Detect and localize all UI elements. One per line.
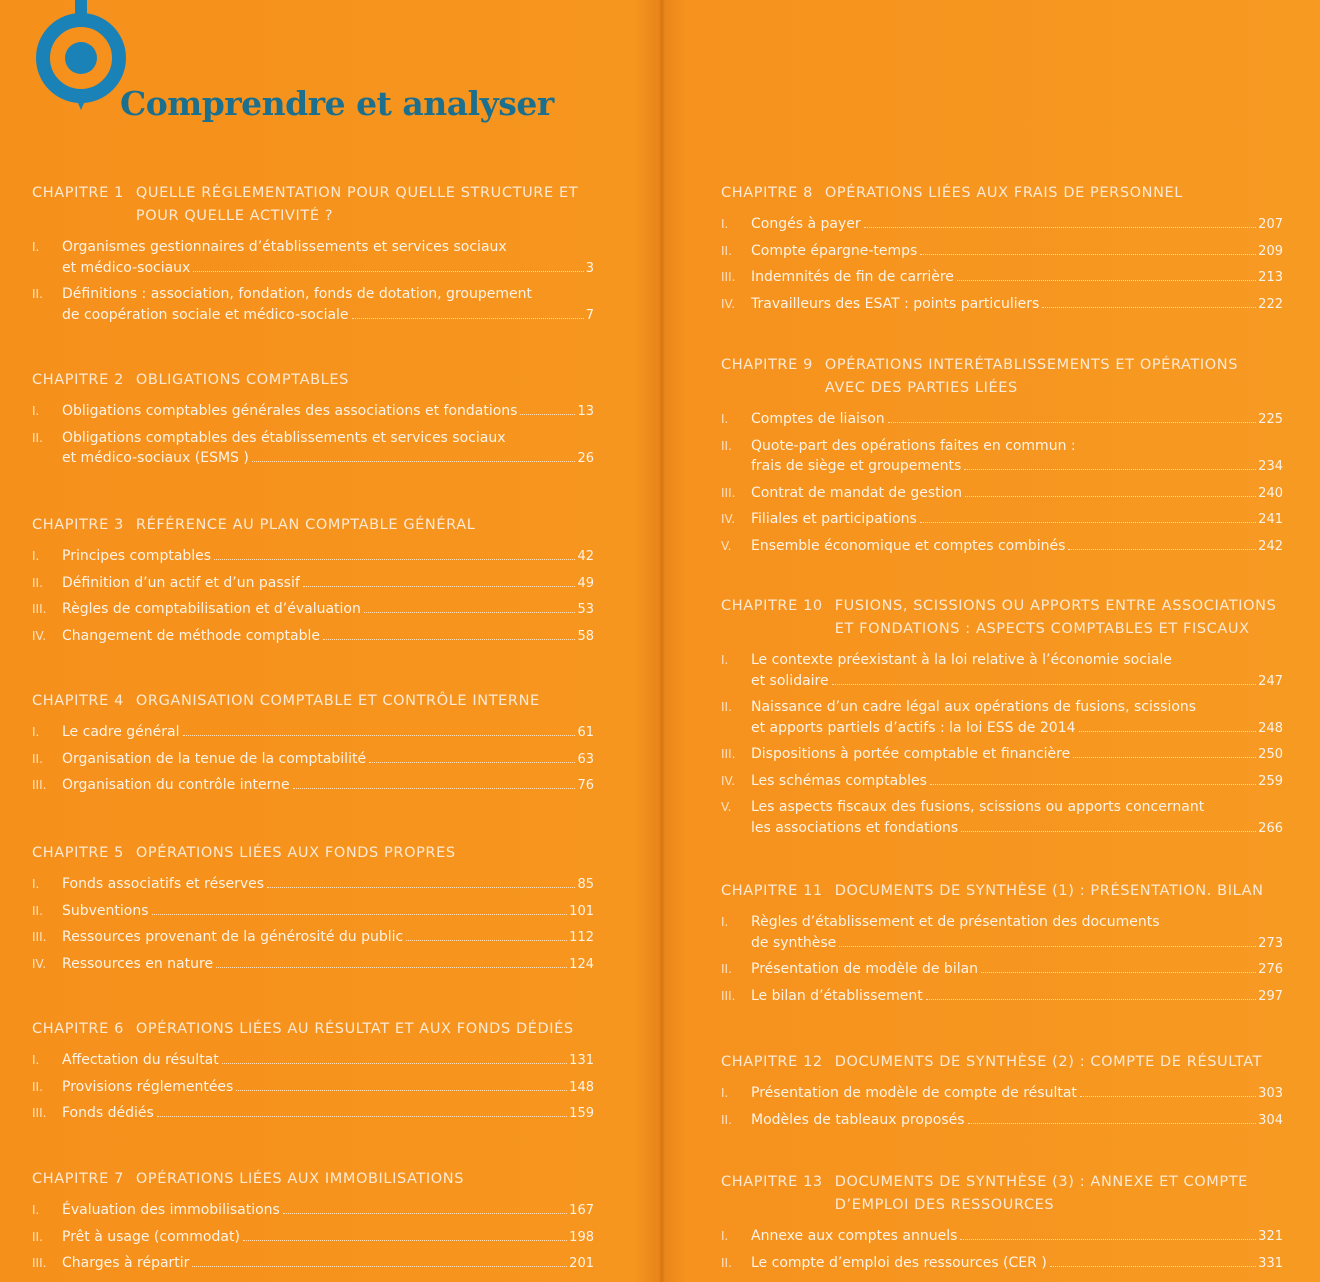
dot-leader (236, 1090, 567, 1091)
chapter-heading (721, 880, 1283, 903)
page-number: 131 (569, 1053, 594, 1068)
toc-entry[interactable] (721, 267, 1283, 289)
chapter-block (32, 842, 594, 980)
dot-leader (152, 914, 568, 915)
roman-numeral: III. (721, 747, 736, 761)
toc-entry[interactable] (721, 697, 1283, 739)
roman-numeral: I. (32, 1203, 40, 1217)
dot-leader (1080, 1096, 1256, 1097)
page-number: 58 (577, 628, 594, 644)
entry-text: Les schémas comptables (751, 772, 927, 789)
toc-entry[interactable] (721, 986, 1283, 1008)
dot-leader (1068, 549, 1256, 550)
section-list (32, 722, 594, 797)
entry-text: Indemnités de fin de carrière (751, 269, 954, 285)
chapter-heading (721, 182, 1283, 205)
chapter-title: DOCUMENTS DE SYNTHÈSE (1) : PRÉSENTATION. BILAN (834, 883, 1264, 899)
chapter-title: OBLIGATIONS COMPTABLES (135, 372, 349, 388)
page-number: 26 (577, 451, 594, 466)
toc-entry[interactable] (721, 509, 1283, 531)
dot-leader (193, 271, 583, 272)
roman-numeral: II. (721, 1255, 732, 1270)
section-list (721, 650, 1283, 839)
entry-text: et solidaire (751, 672, 829, 689)
roman-numeral: I. (721, 915, 729, 929)
chapter-block (32, 182, 594, 331)
page-number: 273 (1258, 935, 1283, 951)
toc-entry[interactable] (721, 1253, 1283, 1275)
chapter-heading (721, 1171, 1283, 1217)
entry-text: Dispositions à portée comptable et financière (751, 746, 1071, 762)
entry-text: Organisation du contrôle interne (62, 777, 290, 793)
page-number: 225 (1258, 412, 1283, 427)
chapter-number: CHAPITRE 10 (721, 598, 823, 614)
roman-numeral: III. (721, 485, 736, 500)
entry-text: de synthèse (751, 934, 837, 951)
entry-text: Quote-part des opérations faites en commun : (751, 437, 1076, 454)
roman-numeral: III. (721, 270, 736, 284)
dot-leader (267, 887, 575, 888)
chapter-heading (721, 595, 1283, 641)
toc-entry[interactable] (721, 1110, 1283, 1132)
entry-text: Organismes gestionnaires d’établissements et services sociaux (62, 239, 507, 255)
dot-leader (930, 784, 1256, 785)
entry-text: Changement de méthode comptable (62, 627, 320, 644)
roman-numeral: III. (32, 1256, 47, 1270)
page-number: 303 (1258, 1086, 1283, 1101)
page-number: 63 (577, 751, 594, 767)
entry-text: Ressources en nature (62, 955, 214, 972)
entry-text: Ressources provenant de la générosité du public (62, 929, 404, 945)
page-number: 234 (1258, 459, 1283, 474)
section-list (721, 1226, 1283, 1274)
entry-text: et médico-sociaux (ESMS ) (62, 450, 249, 466)
dot-leader (192, 1266, 567, 1267)
entry-text: frais de siège et groupements (751, 458, 962, 474)
page-number: 198 (569, 1229, 594, 1245)
toc-entry[interactable] (32, 401, 594, 423)
toc-entry[interactable] (32, 874, 594, 896)
chapter-heading (32, 1018, 594, 1041)
entry-text: Définition d’un actif et d’un passif (62, 574, 300, 591)
chapter-number: CHAPITRE 4 (32, 693, 124, 709)
roman-numeral: I. (32, 240, 40, 254)
entry-text: Obligations comptables générales des associations et fondations (62, 403, 518, 419)
dot-leader (157, 1116, 567, 1117)
right-column (721, 0, 1283, 1282)
toc-entry[interactable] (32, 749, 594, 771)
dot-leader (968, 1123, 1257, 1124)
toc-entry[interactable] (32, 954, 594, 976)
dot-leader (214, 559, 575, 560)
chapter-title: OPÉRATIONS LIÉES AU RÉSULTAT ET AUX FONDS DÉDIÉS (135, 1021, 574, 1037)
chapter-block (721, 354, 1283, 562)
dot-leader (520, 414, 575, 415)
roman-numeral: II. (32, 287, 43, 301)
page-number: 112 (569, 930, 594, 945)
roman-numeral: II. (32, 430, 43, 445)
page-number: 247 (1258, 673, 1283, 689)
toc-entry[interactable] (32, 284, 594, 326)
toc-entry[interactable] (32, 1227, 594, 1249)
page-fold (659, 0, 665, 1282)
toc-entry[interactable] (721, 294, 1283, 316)
entry-text: Subventions (62, 902, 149, 919)
toc-entry[interactable] (721, 650, 1283, 692)
chapter-number: CHAPITRE 8 (721, 185, 813, 201)
toc-entry[interactable] (721, 1083, 1283, 1105)
entry-text: et médico-sociaux (62, 259, 191, 276)
dot-leader (965, 496, 1256, 497)
entry-text: Le cadre général (62, 724, 180, 740)
chapter-heading (32, 690, 594, 713)
chapter-number: CHAPITRE 1 (32, 185, 124, 201)
entry-text: de coopération sociale et médico-sociale (62, 306, 349, 323)
dot-leader (252, 461, 576, 462)
toc-entry[interactable] (721, 436, 1283, 478)
toc-entry[interactable] (721, 1226, 1283, 1248)
roman-numeral: II. (721, 1112, 732, 1127)
entry-text: Le bilan d’établissement (751, 987, 923, 1004)
section-list (721, 409, 1283, 557)
page-number: 266 (1258, 820, 1283, 836)
dot-leader (960, 1239, 1256, 1240)
roman-numeral: I. (32, 404, 40, 418)
chapter-number: CHAPITRE 6 (32, 1021, 124, 1037)
entry-text: Contrat de mandat de gestion (751, 484, 962, 501)
toc-entry[interactable] (32, 775, 594, 797)
dot-leader (1042, 307, 1256, 308)
dot-leader (222, 1063, 567, 1064)
roman-numeral: III. (32, 930, 47, 944)
page-number: 159 (569, 1106, 594, 1121)
section-list (32, 1050, 594, 1125)
chapter-number: CHAPITRE 9 (721, 357, 813, 373)
roman-numeral: II. (32, 751, 43, 766)
dot-leader (920, 522, 1256, 523)
roman-numeral: III. (32, 778, 47, 792)
entry-text: Affectation du résultat (62, 1052, 219, 1068)
entry-text: les associations et fondations (751, 819, 959, 836)
chapter-heading (32, 369, 594, 392)
entry-text: Présentation de modèle de bilan (751, 961, 979, 977)
page-number: 297 (1258, 988, 1283, 1004)
toc-entry[interactable] (721, 536, 1283, 558)
toc-entry[interactable] (32, 237, 594, 279)
roman-numeral: II. (32, 1229, 43, 1244)
roman-numeral: II. (721, 700, 732, 714)
roman-numeral: IV. (721, 773, 736, 788)
page-number: 222 (1258, 296, 1283, 312)
chapter-block (32, 369, 594, 475)
page-number: 213 (1258, 270, 1283, 285)
entry-text: Principes comptables (62, 548, 212, 564)
dot-leader (961, 831, 1256, 832)
section-list (32, 401, 594, 470)
entry-text: Comptes de liaison (751, 411, 885, 427)
roman-numeral: II. (32, 575, 43, 590)
roman-numeral: I. (32, 549, 40, 563)
roman-numeral: III. (32, 602, 47, 616)
chapter-title: OPÉRATIONS LIÉES AUX IMMOBILISATIONS (135, 1171, 465, 1187)
roman-numeral: III. (32, 1106, 47, 1120)
dot-leader (352, 318, 584, 319)
entry-text: Provisions réglementées (62, 1078, 234, 1095)
entry-text: Annexe aux comptes annuels (751, 1228, 958, 1244)
toc-entry[interactable] (721, 912, 1283, 954)
dot-leader (364, 612, 576, 613)
chapter-heading (32, 842, 594, 865)
chapter-heading (32, 514, 594, 537)
roman-numeral: II. (32, 1079, 43, 1094)
page-number: 53 (577, 602, 594, 617)
roman-numeral: I. (721, 1229, 729, 1243)
section-list (32, 546, 594, 647)
roman-numeral: II. (721, 962, 732, 976)
toc-entry[interactable] (721, 241, 1283, 263)
toc-entry[interactable] (32, 428, 594, 470)
entry-text: Naissance d’un cadre légal aux opérations de fusions, scissions (751, 699, 1197, 715)
section-list (721, 1083, 1283, 1131)
toc-entry[interactable] (32, 546, 594, 568)
roman-numeral: IV. (721, 296, 736, 311)
chapter-block (32, 690, 594, 802)
page-number: 13 (577, 404, 594, 419)
chapter-block (721, 595, 1283, 844)
chapter-block (32, 1168, 594, 1280)
page-number: 242 (1258, 538, 1283, 554)
chapter-title: DOCUMENTS DE SYNTHÈSE (3) : ANNEXE ET COMPTE D’EMPLOI DES RESSOURCES (834, 1174, 1248, 1213)
toc-entry[interactable] (32, 626, 594, 648)
roman-numeral: I. (721, 653, 729, 667)
dot-leader (957, 280, 1256, 281)
roman-numeral: IV. (32, 956, 47, 971)
page-number: 85 (577, 877, 594, 892)
toc-entry[interactable] (32, 599, 594, 621)
page-number: 240 (1258, 485, 1283, 501)
entry-text: Charges à répartir (62, 1255, 190, 1271)
chapter-title: OPÉRATIONS LIÉES AUX FONDS PROPRES (135, 845, 456, 861)
chapter-block (721, 182, 1283, 320)
section-list (721, 214, 1283, 315)
roman-numeral: I. (721, 412, 729, 426)
entry-text: Prêt à usage (commodat) (62, 1228, 240, 1245)
entry-text: Évaluation des immobilisations (62, 1202, 280, 1218)
dot-leader (369, 762, 575, 763)
toc-entry[interactable] (32, 1253, 594, 1275)
roman-numeral: I. (721, 1086, 729, 1100)
dot-leader (1073, 757, 1256, 758)
left-column (32, 0, 594, 1282)
entry-text: Congés à payer (751, 216, 861, 232)
chapter-block (721, 880, 1283, 1012)
page-number: 49 (577, 575, 594, 591)
entry-text: et apports partiels d’actifs : la loi ESS de 2014 (751, 719, 1076, 736)
dot-leader (832, 684, 1257, 685)
dot-leader (1050, 1266, 1256, 1267)
toc-entry[interactable] (721, 797, 1283, 839)
dot-leader (926, 999, 1256, 1000)
dot-leader (323, 639, 575, 640)
entry-text: Fonds associatifs et réserves (62, 876, 265, 892)
toc-entry[interactable] (32, 722, 594, 744)
entry-text: Règles d’établissement et de présentation des documents (751, 914, 1160, 930)
roman-numeral: I. (32, 725, 40, 739)
entry-text: Règles de comptabilisation et d’évaluation (62, 601, 361, 617)
chapter-title: FUSIONS, SCISSIONS OU APPORTS ENTRE ASSOCIATIONS ET FONDATIONS : ASPECTS COMPTABLES ET FISCAUX (834, 598, 1277, 637)
page-number: 61 (577, 725, 594, 740)
page-number: 250 (1258, 747, 1283, 762)
chapter-block (32, 514, 594, 652)
roman-numeral: II. (721, 243, 732, 258)
chapter-heading (32, 1168, 594, 1191)
entry-text: Obligations comptables des établissements et services sociaux (62, 429, 506, 446)
page-number: 259 (1258, 773, 1283, 789)
page-number: 276 (1258, 962, 1283, 977)
chapter-title: QUELLE RÉGLEMENTATION POUR QUELLE STRUCTURE ET POUR QUELLE ACTIVITÉ ? (135, 185, 579, 224)
roman-numeral: II. (32, 903, 43, 918)
entry-text: Le compte d’emploi des ressources (CER ) (751, 1254, 1047, 1271)
page-number: 248 (1258, 720, 1283, 736)
entry-text: Compte épargne-temps (751, 242, 918, 259)
toc-entry[interactable] (32, 1077, 594, 1099)
entry-text: Fonds dédiés (62, 1105, 154, 1121)
dot-leader (406, 940, 567, 941)
page-number: 321 (1258, 1229, 1283, 1244)
dot-leader (183, 735, 576, 736)
toc-entry[interactable] (721, 744, 1283, 766)
toc-entry[interactable] (32, 901, 594, 923)
dot-leader (920, 254, 1256, 255)
toc-entry[interactable] (721, 409, 1283, 431)
dot-leader (283, 1213, 567, 1214)
section-list (32, 1200, 594, 1275)
dot-leader (293, 788, 576, 789)
chapter-number: CHAPITRE 5 (32, 845, 124, 861)
dot-leader (243, 1240, 567, 1241)
toc-entry[interactable] (32, 573, 594, 595)
page-number: 42 (577, 549, 594, 564)
roman-numeral: I. (32, 1053, 40, 1067)
page-number: 7 (585, 307, 594, 323)
chapter-heading (721, 1051, 1283, 1074)
toc-entry[interactable] (721, 771, 1283, 793)
chapter-title: OPÉRATIONS INTERÉTABLISSEMENTS ET OPÉRATIONS AVEC DES PARTIES LIÉES (824, 357, 1239, 396)
chapter-number: CHAPITRE 3 (32, 517, 124, 533)
toc-entry[interactable] (721, 483, 1283, 505)
page-number: 209 (1258, 243, 1283, 259)
dot-leader (981, 972, 1256, 973)
entry-text: Définitions : association, fondation, fonds de dotation, groupement (62, 286, 532, 302)
chapter-block (721, 1171, 1283, 1279)
page-number: 201 (569, 1256, 594, 1271)
page-number: 124 (569, 956, 594, 972)
section-list (32, 237, 594, 326)
page-number: 304 (1258, 1112, 1283, 1128)
toc-entry[interactable] (721, 214, 1283, 236)
chapter-heading (32, 182, 594, 228)
entry-text: Présentation de modèle de compte de résultat (751, 1085, 1077, 1101)
roman-numeral: I. (721, 217, 729, 231)
dot-leader (1079, 731, 1257, 732)
roman-numeral: IV. (32, 628, 47, 643)
roman-numeral: V. (721, 538, 732, 553)
section-list (721, 912, 1283, 1007)
chapter-number: CHAPITRE 11 (721, 883, 823, 899)
chapter-title: DOCUMENTS DE SYNTHÈSE (2) : COMPTE DE RÉSULTAT (834, 1054, 1263, 1070)
roman-numeral: IV. (721, 512, 736, 526)
page-title: Comprendre et analyser (120, 84, 554, 123)
dot-leader (839, 946, 1256, 947)
chapter-number: CHAPITRE 13 (721, 1174, 823, 1190)
toc-entry[interactable] (32, 1050, 594, 1072)
dot-leader (864, 227, 1257, 228)
roman-numeral: II. (721, 438, 732, 453)
entry-text: Travailleurs des ESAT : points particuliers (751, 295, 1040, 312)
page-number: 241 (1258, 512, 1283, 527)
chapter-number: CHAPITRE 2 (32, 372, 124, 388)
section-list (32, 874, 594, 975)
page-number: 76 (577, 778, 594, 793)
entry-text: Filiales et participations (751, 511, 917, 527)
dot-leader (888, 422, 1257, 423)
toc-entry[interactable] (721, 959, 1283, 981)
page-number: 101 (569, 903, 594, 919)
chapter-number: CHAPITRE 12 (721, 1054, 823, 1070)
page-number: 331 (1258, 1255, 1283, 1271)
roman-numeral: V. (721, 800, 732, 814)
chapter-title: RÉFÉRENCE AU PLAN COMPTABLE GÉNÉRAL (135, 517, 476, 533)
entry-text: Le contexte préexistant à la loi relative à l’économie sociale (751, 652, 1172, 668)
page-number: 167 (569, 1203, 594, 1218)
chapter-block (32, 1018, 594, 1130)
chapter-title: ORGANISATION COMPTABLE ET CONTRÔLE INTERNE (135, 693, 540, 709)
dot-leader (216, 967, 567, 968)
chapter-block (721, 1051, 1283, 1136)
toc-entry[interactable] (32, 1103, 594, 1125)
entry-text: Ensemble économique et comptes combinés (751, 537, 1066, 554)
entry-text: Modèles de tableaux proposés (751, 1111, 965, 1128)
roman-numeral: III. (721, 988, 736, 1003)
page-number: 207 (1258, 217, 1283, 232)
dot-leader (964, 469, 1256, 470)
chapter-title: OPÉRATIONS LIÉES AUX FRAIS DE PERSONNEL (824, 185, 1183, 201)
toc-entry[interactable] (32, 927, 594, 949)
page-number: 3 (585, 260, 594, 276)
chapter-heading (721, 354, 1283, 400)
chapter-number: CHAPITRE 7 (32, 1171, 124, 1187)
page-number: 148 (569, 1079, 594, 1095)
entry-text: Les aspects fiscaux des fusions, scissions ou apports concernant (751, 799, 1205, 815)
entry-text: Organisation de la tenue de la comptabilité (62, 750, 367, 767)
dot-leader (303, 586, 576, 587)
roman-numeral: I. (32, 877, 40, 891)
toc-entry[interactable] (32, 1200, 594, 1222)
